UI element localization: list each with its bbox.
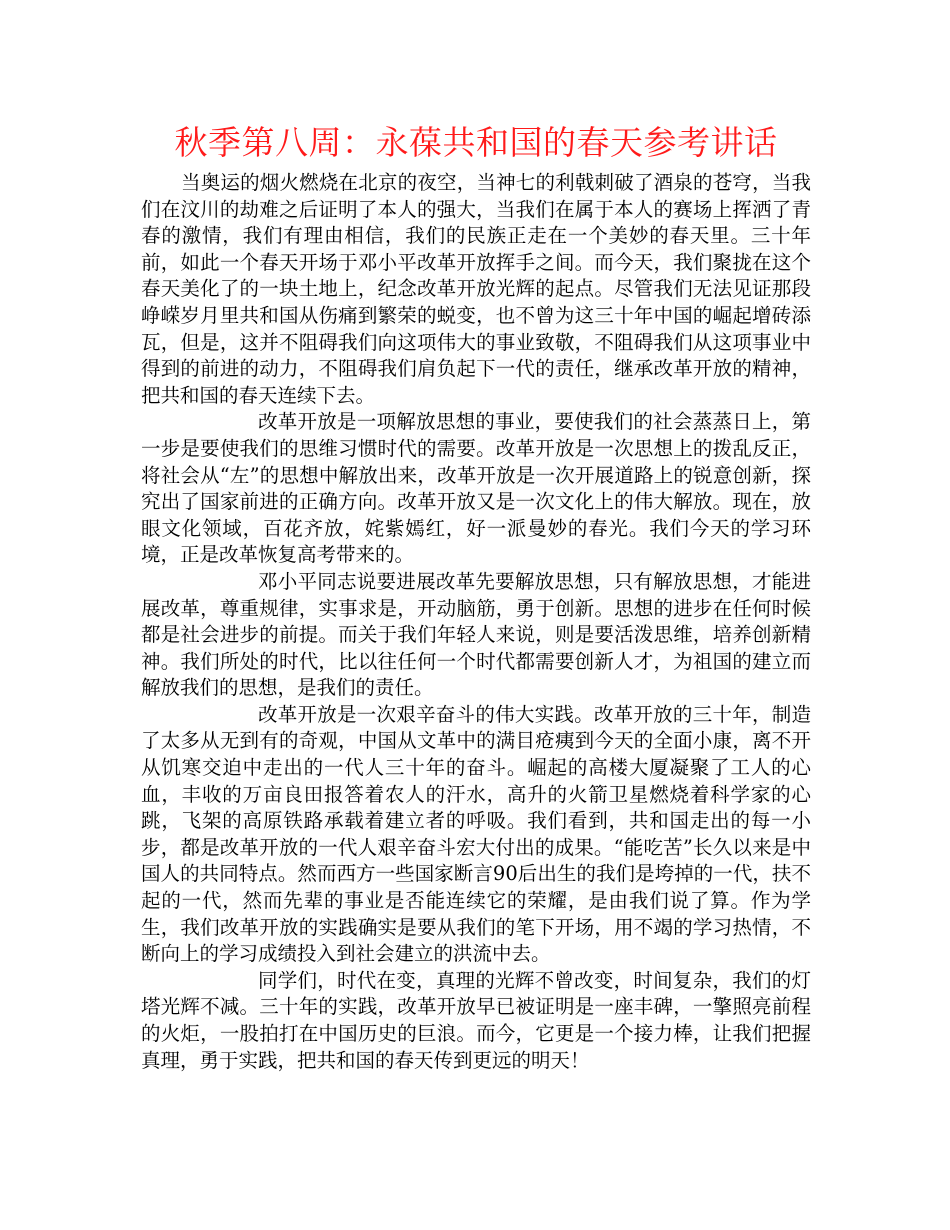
paragraph-3: 邓小平同志说要进展改革先要解放思想，只有解放思想，才能进展改革，尊重规律，实事求是，开动脑筋，勇于创新。思想的进步在任何时候都是社会进步的前提。而关于我们年轻人来说，则是要活泼思维，培养创新精神。我们所处的时代，比以往任何一个时代都需要创新人才，为祖国的建立而解放我们的思想，是我们的责任。 — [141, 569, 811, 700]
paragraph-2: 改革开放是一项解放思想的事业，要使我们的社会蒸蒸日上，第一步是要使我们的思维习惯时代的需要。改革开放是一次思想上的拨乱反正，将社会从“左”的思想中解放出来，改革开放是一次开展道路上的锐意创新，探究出了国家前进的正确方向。改革开放又是一次文化上的伟大解放。现在，放眼文化领域，百花齐放，姹紫嫣红，好一派曼妙的春光。我们今天的学习环境，正是改革恢复高考带来的。 — [141, 410, 811, 567]
document-title: 秋季第八周：永葆共和国的春天参考讲话 — [174, 123, 778, 162]
paragraph-1: 当奥运的烟火燃烧在北京的夜空，当神七的利戟刺破了酒泉的苍穹，当我们在汶川的劫难之后证明了本人的强大，当我们在属于本人的赛场上挥洒了青春的激情，我们有理由相信，我们的民族正走在一个美妙的春天里。三十年前，如此一个春天开场于邓小平改革开放挥手之间。而今天，我们聚拢在这个春天美化了的一块土地上，纪念改革开放光辉的起点。尽管我们无法见证那段峥嵘岁月里共和国从伤痛到繁荣的蜕变，也不曾为这三十年中国的崛起增砖添瓦，但是，这并不阻碍我们向这项伟大的事业致敬，不阻碍我们从这项事业中得到的前进的动力，不阻碍我们肩负起下一代的责任，继承改革开放的精神，把共和国的春天连续下去。 — [141, 171, 811, 407]
document-page — [141, 122, 811, 1074]
paragraph-5: 同学们，时代在变，真理的光辉不曾改变，时间复杂，我们的灯塔光辉不减。三十年的实践，改革开放早已被证明是一座丰碑，一擎照亮前程的火炬，一股拍打在中国历史的巨浪。而今，它更是一个接力棒，让我们把握真理，勇于实践，把共和国的春天传到更远的明天！ — [141, 968, 811, 1072]
paragraph-4: 改革开放是一次艰辛奋斗的伟大实践。改革开放的三十年，制造了太多从无到有的奇观，中国从文革中的满目疮痍到今天的全面小康，离不开从饥寒交迫中走出的一代人三十年的奋斗。崛起的高楼大厦凝聚了工人的心血，丰收的万亩良田报答着农人的汗水，高升的火箭卫星燃烧着科学家的心跳，飞架的高原铁路承载着建立者的呼吸。我们看到，共和国走出的每一小步，都是改革开放的一代人艰辛奋斗宏大付出的成果。“能吃苦”长久以来是中国人的共同特点。然而西方一些国家断言90后出生的我们是垮掉的一代，扶不起的一代，然而先辈的事业是否能连续它的荣耀，是由我们说了算。作为学生，我们改革开放的实践确实是要从我们的笔下开场，用不竭的学习热情，不断向上的学习成绩投入到社会建立的洪流中去。 — [141, 702, 811, 966]
